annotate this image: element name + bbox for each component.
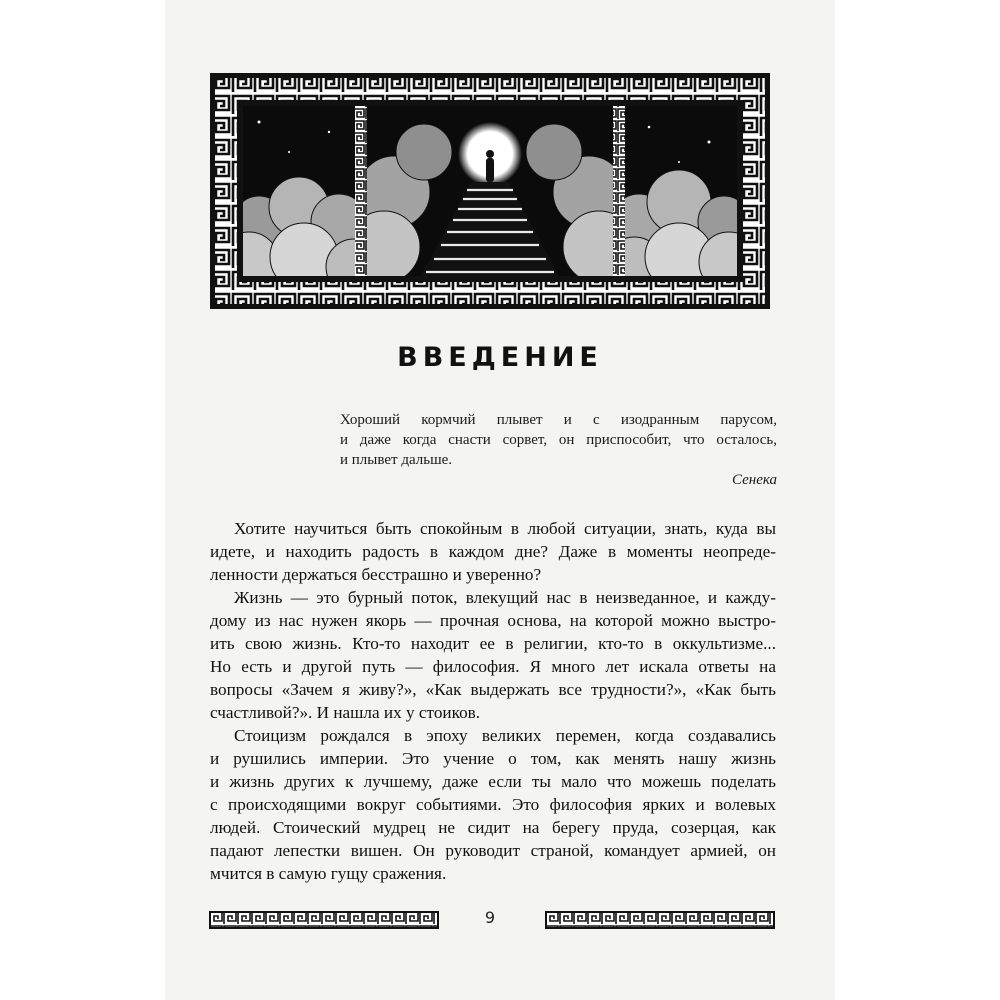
footer-ornament-left [209, 911, 439, 929]
text-line: дому из нас нужен якорь — прочная основа, на которой можно выстро- [210, 611, 776, 630]
epigraph [340, 410, 777, 490]
text-line: людей. Стоический мудрец не сидит на берегу пруда, созерцая, как [210, 818, 776, 837]
text-line: и рушились империи. Это учение о том, как менять нашу жизнь [210, 749, 776, 768]
text-line: Жизнь — это бурный поток, влекущий нас в неизведанное, и кажду- [234, 588, 776, 607]
epigraph-line: и плывет дальше. [340, 452, 453, 468]
text-line: ленности держаться бесстрашно и уверенно? [210, 565, 542, 584]
text-line: Но есть и другой путь — философия. Я много лет искала ответы на [210, 657, 776, 676]
text-line: вопросы «Зачем я живу?», «Как выдержать все трудности?», «Как быть [210, 680, 776, 699]
epigraph-line: и даже когда снасти сорвет, он приспособит, что осталось, [340, 432, 777, 448]
text-line: ить свою жизнь. Кто-то находит ее в религии, кто-то в оккультизме... [210, 634, 776, 653]
text-line: и жизнь других к лучшему, даже если ты мало что можешь поделать [210, 772, 776, 791]
epigraph-line: Хороший кормчий плывет и с изодранным парусом, [340, 412, 777, 428]
text-line: Хотите научиться быть спокойным в любой ситуации, знать, куда вы [234, 519, 776, 538]
chapter-title: ВВЕДЕНИЕ [397, 342, 603, 373]
text-line: идете, и находить радость в каждом дне? Даже в моменты неопреде- [210, 542, 776, 561]
text-line: с происходящими вокруг событиями. Это философия ярких и волевых [210, 795, 776, 814]
footer-ornament-right [545, 911, 775, 929]
text-line: мчится в самую гущу сражения. [210, 864, 447, 883]
text-line: счастливой?». И нашла их у стоиков. [210, 703, 481, 722]
page-number: 9 [484, 908, 496, 927]
text-line: Стоицизм рождался в эпоху великих перемен, когда создавались [234, 726, 776, 745]
body-text [210, 517, 776, 885]
text-line: падают лепестки вишен. Он руководит страной, командует армией, он [210, 841, 776, 860]
chapter-header-illustration [209, 72, 771, 310]
greek-key-frame-with-staircase-image [209, 72, 771, 310]
epigraph-author: Сенека [731, 472, 777, 488]
